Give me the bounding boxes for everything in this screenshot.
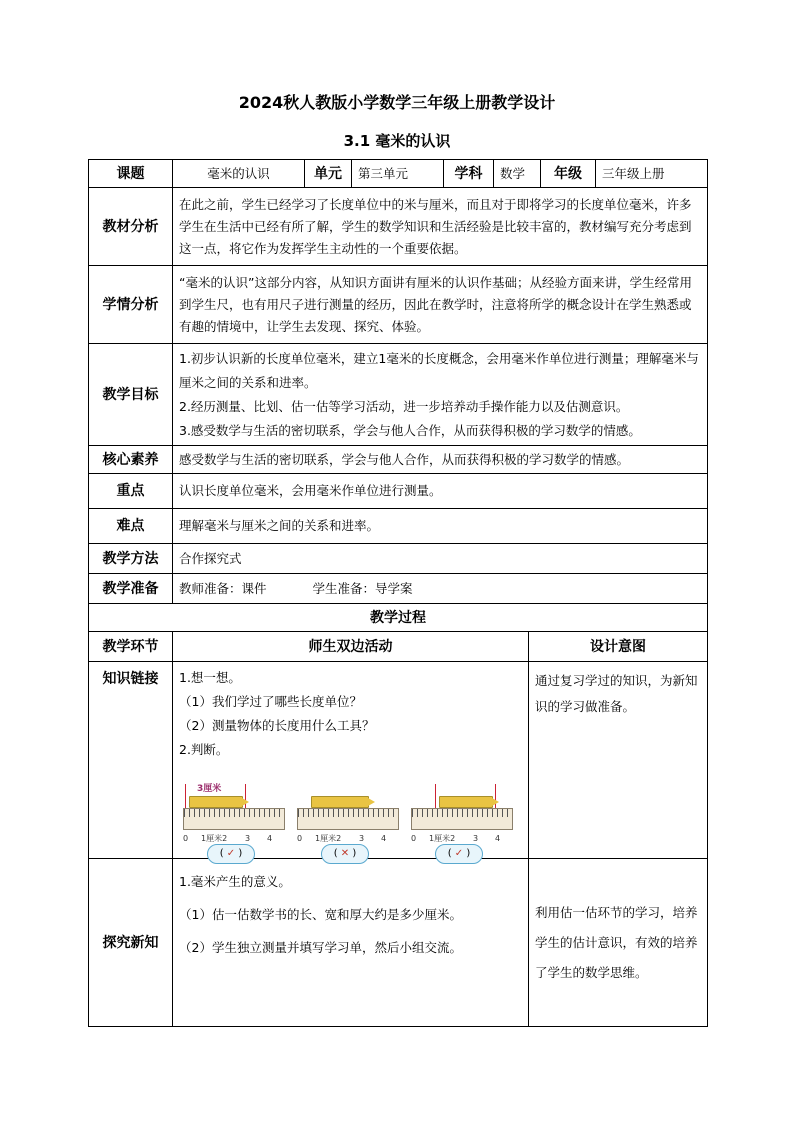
teacher-preparation: 教师准备：课件 [179,580,267,596]
length-label: 3厘米 [197,784,222,794]
row-teaching-goals [89,344,708,446]
crayon [439,796,493,808]
crayon [311,796,369,808]
row-text: 认识长度单位毫米，会用毫米作单位进行测量。 [173,474,708,509]
ruler-illustration [179,768,519,858]
ruler-number: 1厘米2 [429,834,456,843]
judgment-badge: ( ✓ ) [435,844,483,864]
row-label: 学情分析 [89,266,173,344]
grade-value: 三年级上册 [596,160,708,188]
column-header-stage: 教学环节 [89,632,173,662]
activity-line: （1）我们学过了哪些长度单位？ [179,694,362,709]
row-text: 合作探究式 [173,544,708,574]
row-textbook-analysis [89,188,708,266]
cross-icon: ✕ [340,848,350,859]
ruler-example-1 [183,778,283,859]
row-text: 在此之前，学生已经学习了长度单位中的米与厘米，而且对于即将学习的长度单位毫米，许多学生在生活中已经有所了解，学生的数学知识和生活经验是比较丰富的，教材编写充分考虑到这一点，将它作为发挥学生主动性的一个重要依据。 [173,188,708,266]
section-explore-new [89,859,708,1027]
section-activity [173,859,529,1027]
ruler-number: 4 [267,834,273,843]
process-header-row [89,632,708,662]
activity-line: （1）估一估数学书的长、宽和厚大约是多少厘米。 [179,907,462,922]
activity-line: （2）测量物体的长度用什么工具？ [179,718,375,733]
subject-label: 学科 [444,160,494,188]
row-label: 教学目标 [89,344,173,446]
row-core-literacy [89,446,708,474]
section-label: 探究新知 [89,859,173,1027]
judgment-badge: ( ✓ ) [207,844,255,864]
row-text: “毫米的认识”这部分内容，从知识方面讲有厘米的认识作基础；从经验方面来讲，学生经常用到学生尺，也有用尺子进行测量的经历，因此在教学时，注意将所学的概念设计在学生熟悉或有趣的情境中，让学生去发现、探究、体验。 [173,266,708,344]
check-icon: ✓ [226,848,236,859]
row-label: 教学方法 [89,544,173,574]
ruler-number: 0 [411,834,417,843]
activity-line: 2.判断。 [179,742,229,757]
row-teaching-method [89,544,708,574]
row-label: 教材分析 [89,188,173,266]
crayon [189,796,243,808]
row-student-analysis [89,266,708,344]
process-title: 教学过程 [89,604,708,632]
ruler-number: 3 [245,834,251,843]
section-intent: 利用估一估环节的学习，培养学生的估计意识，有效的培养了学生的数学思维。 [529,859,708,1027]
column-header-activity: 师生双边活动 [173,632,529,662]
row-text [173,574,708,604]
section-knowledge-link [89,662,708,859]
ruler [411,808,513,830]
activity-line: 1.毫米产生的意义。 [179,874,291,889]
check-icon: ✓ [454,848,464,859]
row-label: 教学准备 [89,574,173,604]
row-key-point [89,474,708,509]
row-text [173,344,708,446]
column-header-intent: 设计意图 [529,632,708,662]
ruler-example-3 [411,778,511,859]
student-preparation: 学生准备：导学案 [312,580,413,596]
subject-value: 数学 [494,160,541,188]
row-difficult-point [89,509,708,544]
ruler [297,808,399,830]
grade-label: 年级 [541,160,596,188]
ruler-number: 3 [359,834,365,843]
row-label: 难点 [89,509,173,544]
ruler-number: 4 [495,834,501,843]
ruler-number: 1厘米2 [315,834,342,843]
ruler-example-2 [297,778,397,859]
ruler-number: 0 [297,834,303,843]
topic-label: 课题 [89,160,173,188]
lesson-title: 3.1 毫米的认识 [343,132,451,150]
activity-line: （2）学生独立测量并填写学习单，然后小组交流。 [179,940,462,955]
unit-label: 单元 [305,160,352,188]
section-label: 知识链接 [89,662,173,859]
goal-line: 3.感受数学与生活的密切联系，学会与他人合作，从而获得积极的学习数学的情感。 [179,422,641,438]
document-title: 2024秋人教版小学数学三年级上册教学设计 [238,93,556,112]
header-row [89,160,708,188]
ruler-number: 4 [381,834,387,843]
lesson-info-table [88,159,708,604]
section-activity [173,662,529,859]
process-title-row [89,604,708,632]
goal-line: 2.经历测量、比划、估一估等学习活动，进一步培养动手操作能力以及估测意识。 [179,398,629,414]
ruler-number: 1厘米2 [201,834,228,843]
goal-line: 1.初步认识新的长度单位毫米，建立1毫米的长度概念，会用毫米作单位进行测量；理解毫米与厘米之间的关系和进率。 [179,350,699,390]
teaching-process-table [88,603,708,1027]
row-text: 理解毫米与厘米之间的关系和进率。 [173,509,708,544]
activity-line: 1.想一想。 [179,670,241,685]
ruler-number: 3 [473,834,479,843]
judgment-badge: ( ✕ ) [321,844,369,864]
section-intent: 通过复习学过的知识，为新知识的学习做准备。 [529,662,708,859]
row-text: 感受数学与生活的密切联系，学会与他人合作，从而获得积极的学习数学的情感。 [173,446,708,474]
ruler-number: 0 [183,834,189,843]
row-label: 核心素养 [89,446,173,474]
row-teaching-preparation [89,574,708,604]
ruler [183,808,285,830]
unit-value: 第三单元 [352,160,444,188]
topic-value: 毫米的认识 [173,160,305,188]
row-label: 重点 [89,474,173,509]
